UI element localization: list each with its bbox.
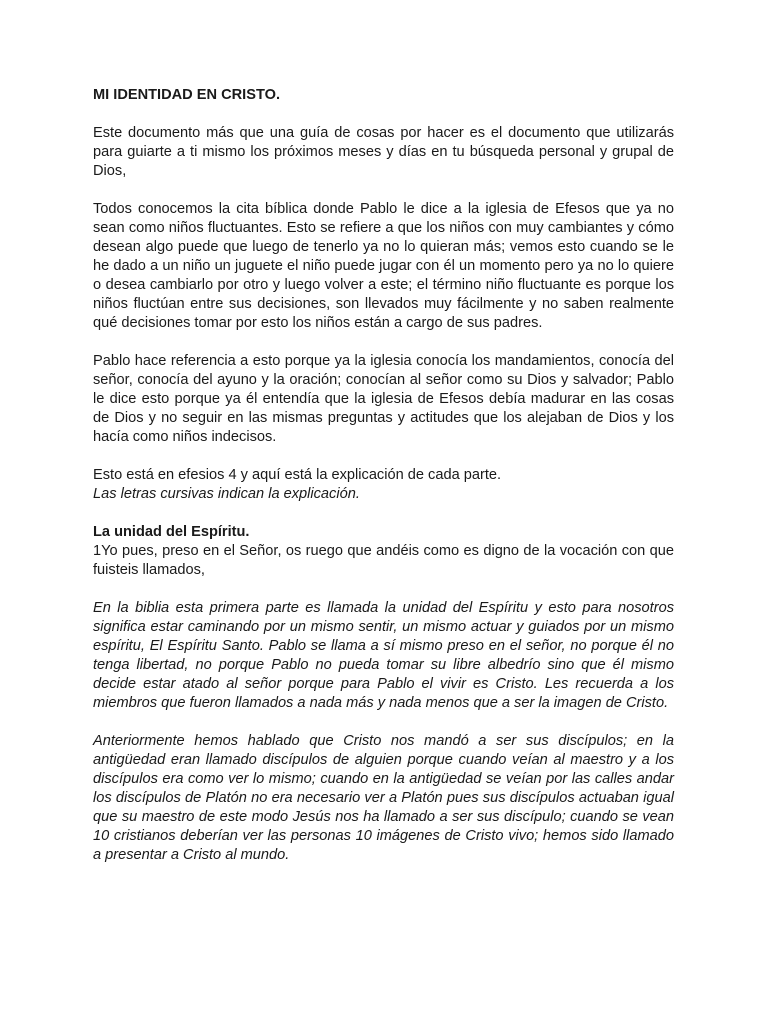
- note-efesios-4: Esto está en efesios 4 y aquí está la explicación de cada parte.: [93, 467, 502, 483]
- document-page: [93, 86, 674, 884]
- note-block: [93, 466, 674, 504]
- intro-paragraph: Este documento más que una guía de cosas por hacer es el documento que utilizarás para guiarte a ti mismo los próximos meses y días en tu búsqueda personal y grupal de Dios,: [93, 125, 674, 179]
- document-title: MI IDENTIDAD EN CRISTO.: [93, 87, 281, 103]
- explanation-paragraph-1: En la biblia esta primera parte es llamada la unidad del Espíritu y esto para nosotros significa estar caminando por un mismo sentir, un mismo actuar y guiados por un mismo espíritu, El Espíritu Santo. Pablo se llama a sí mismo preso en el señor, no porque él no tenga libertad, no porque Pablo no pueda tomar su libre albedrío sino que él mismo decide estar atado al señor porque para Pablo el vivir es Cristo. Les recuerda a los miembros que fueron llamados a nada más y nada menos que a ser la imagen de Cristo.: [93, 600, 674, 711]
- explanation-paragraph-2: Anteriormente hemos hablado que Cristo nos mandó a ser sus discípulos; en la antigüedad eran llamado discípulos de alguien porque cuando veían al maestro y a los discípulos era como ver lo mismo; cuando en la antigüedad se veían por las calles andar los discípulos de Platón no era necesario ver a Platón pues sus discípulos actuaban igual que su maestro de este modo Jesús nos ha llamado a ser sus discípulo; cuando se vean 10 cristianos deberían ver las personas 10 imágenes de Cristo vivo; hemos sido llamado a presentar a Cristo al mundo.: [93, 733, 674, 863]
- paragraph-ninos-fluctuantes: Todos conocemos la cita bíblica donde Pablo le dice a la iglesia de Efesos que ya no sean como niños fluctuantes. Esto se refiere a que los niños con muy cambiantes y cómo desean algo puede que luego de tenerlo ya no lo quieran más; vemos esto cuando se le he dado a un niño un juguete el niño puede jugar con él un momento pero ya no lo quiere o desea cambiarlo por otro y luego volver a este; el término niño fluctuante es porque los niños fluctúan entre sus decisiones, son llevados muy fácilmente y no saben realmente qué decisiones tomar por esto los niños están a cargo de sus padres.: [93, 201, 674, 331]
- section-heading: La unidad del Espíritu.: [93, 524, 250, 540]
- verse-1: 1Yo pues, preso en el Señor, os ruego que andéis como es digno de la vocación con que fuisteis llamados,: [93, 543, 674, 578]
- paragraph-iglesia-efesos: Pablo hace referencia a esto porque ya la iglesia conocía los mandamientos, conocía del señor, conocía del ayuno y la oración; conocían al señor como su Dios y salvador; Pablo le dice esto porque ya él entendía que la iglesia de Efesos debía madurar en las cosas de Dios y no seguir en las mismas preguntas y actitudes que los alejaban de Dios y los hacía como niños indecisos.: [93, 353, 674, 445]
- note-italic-explanation: Las letras cursivas indican la explicación.: [93, 486, 360, 502]
- section-unidad-espiritu: [93, 523, 674, 580]
